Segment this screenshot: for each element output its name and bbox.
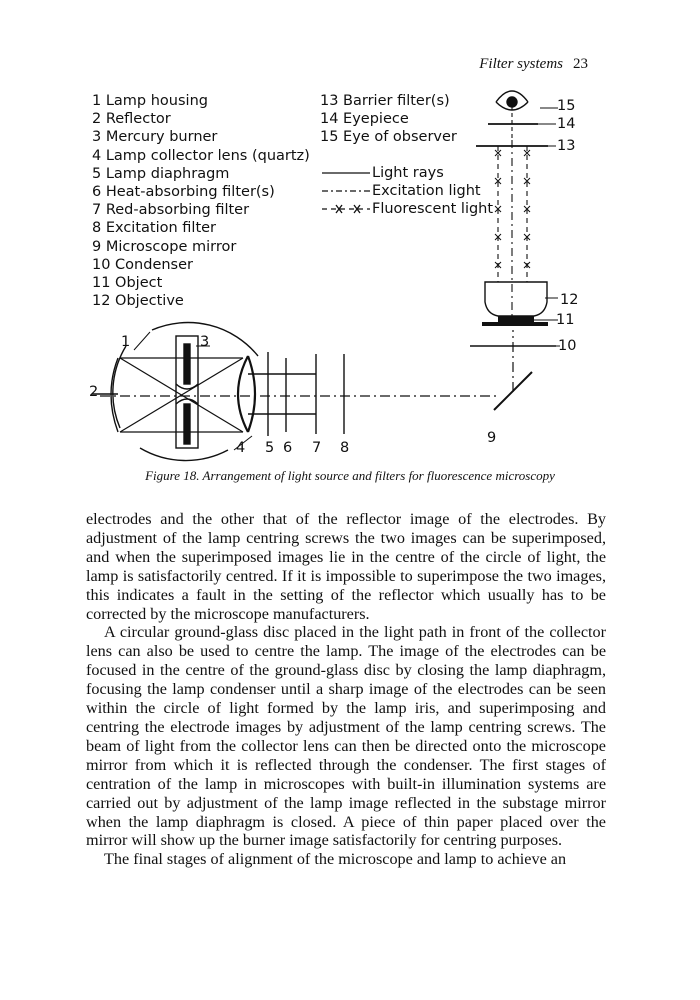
observer-eye-icon <box>496 91 528 110</box>
legend-item: 3 Mercury burner <box>92 129 218 146</box>
key-fluorescent-light: Fluorescent light <box>372 201 494 217</box>
paragraph: The final stages of alignment of the microscope and lamp to achieve an <box>104 850 567 869</box>
diagram-label-3: 3 <box>200 334 210 350</box>
line-key-samples <box>322 173 370 213</box>
microscope-tube <box>498 140 527 316</box>
object-stage <box>482 316 548 326</box>
fluorescence-setup-diagram <box>0 0 700 470</box>
legend-item: 9 Microscope mirror <box>92 238 237 255</box>
legend-item: 14 Eyepiece <box>320 111 409 128</box>
legend-item: 12 Objective <box>92 293 184 310</box>
diagram-label-15: 15 <box>557 98 576 114</box>
figure-caption: Figure 18. Arrangement of light source and filters for fluorescence microscopy <box>145 468 555 483</box>
legend-item: 15 Eye of observer <box>320 129 457 146</box>
diagram-label-8: 8 <box>340 440 350 456</box>
legend-item: 4 Lamp collector lens (quartz) <box>92 147 310 164</box>
diagram-label-9: 9 <box>487 430 497 446</box>
diagram-label-4: 4 <box>236 440 246 456</box>
legend-item: 13 Barrier filter(s) <box>320 93 450 109</box>
legend-item: 8 Excitation filter <box>92 220 217 237</box>
diagram-label-5: 5 <box>265 440 275 456</box>
diagram-label-11: 11 <box>556 312 575 328</box>
legend-item: 7 Red-absorbing filter <box>92 202 250 219</box>
diagram-label-13: 13 <box>557 138 576 154</box>
objective <box>485 282 547 316</box>
legend-item: 6 Heat-absorbing filter(s) <box>92 183 275 200</box>
body-text <box>86 510 606 869</box>
diagram-label-14: 14 <box>557 116 576 132</box>
legend-item: 10 Condenser <box>92 256 193 273</box>
legend-item: 5 Lamp diaphragm <box>92 165 230 182</box>
diagram-label-12: 12 <box>560 292 579 308</box>
legend-item: 2 Reflector <box>92 111 171 128</box>
key-light-rays: Light rays <box>372 165 444 181</box>
collector-lens <box>238 356 255 432</box>
running-head-section: Filter systems <box>479 56 563 72</box>
legend-item: 11 Object <box>92 274 163 291</box>
diagram-label-10: 10 <box>558 338 577 354</box>
diagram-label-7: 7 <box>312 440 322 456</box>
leader-lines <box>98 108 560 450</box>
filters-and-diaphragm <box>248 352 344 436</box>
diagram-label-6: 6 <box>283 440 293 456</box>
key-cross-marks <box>336 205 360 213</box>
paragraph: electrodes and the other that of the reflector image of the electrodes. By adjustment of the lamp centring screws the two images can be superimposed, and when the superimposed images lie in the centre of the circle of light, the lamp is satisfactorily centred. If it is impossible to superimpose the two images, this indicates a fault in the setting of the reflector which usually has to be corrected by the microscope manufacturers. <box>86 510 606 623</box>
paragraph: A circular ground-glass disc placed in the light path in front of the collector lens can also be used to centre the lamp. The image of the electrodes can be focused in the centre of the ground-glass disc by closing the lamp diaphragm, focusing the lamp condenser until a sharp image of the electrodes can be seen within the circle of light formed by the lamp iris, and superimposing and centring the electrode images by adjustment of the lamp centring screws. The beam of light from the collector lens can then be directed onto the microscope mirror from which it is reflected through the condenser. The first stages of centration of the lamp in microscopes with built-in illumination systems are carried out by adjustment of the lamp image reflected in the substage mirror when the lamp diaphragm is closed. A piece of thin paper placed over the mirror will show up the burner image satisfactorily for centring purposes. <box>86 623 606 850</box>
diagram-label-1: 1 <box>121 334 131 350</box>
legend-item: 1 Lamp housing <box>92 93 208 109</box>
diagram-label-2: 2 <box>89 384 99 400</box>
key-excitation-light: Excitation light <box>372 183 481 199</box>
page-number: 23 <box>573 56 588 72</box>
lamp-ray-cone <box>120 358 243 432</box>
